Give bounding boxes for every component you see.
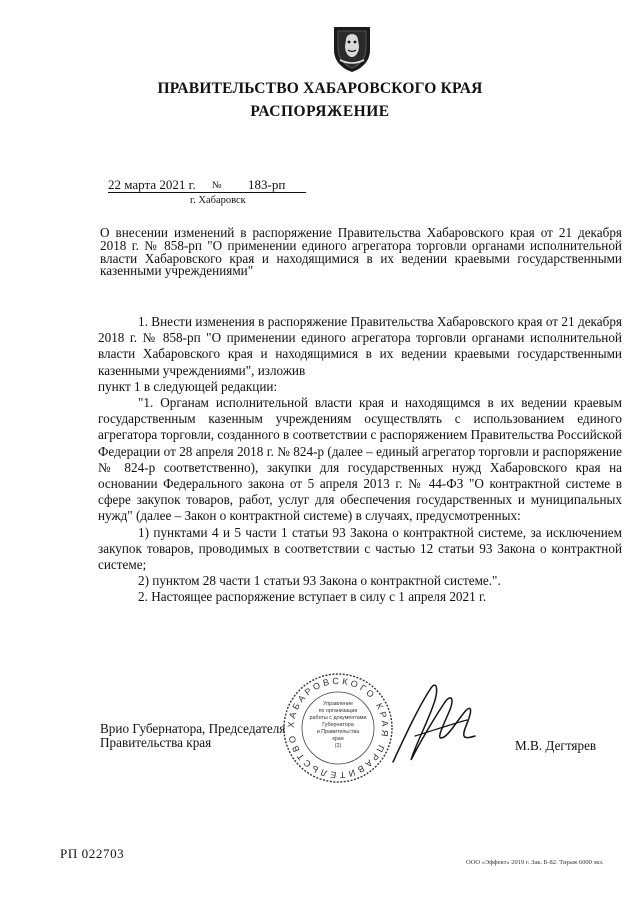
stamp-line: (2)	[334, 743, 342, 749]
signatory-name: М.В. Дегтярев	[515, 738, 597, 753]
handwritten-signature	[385, 676, 485, 774]
date-number-block	[108, 177, 308, 213]
stamp-ring-text: ХАБАРОВСКОГО КРАЯ ПРАВИТЕЛЬСТВО	[285, 675, 391, 781]
document-date: 22 марта 2021 г.	[108, 177, 196, 192]
position-line-1: Врио Губернатора, Председателя	[100, 721, 286, 736]
document-city: г. Хабаровск	[190, 195, 246, 206]
coat-of-arms-icon	[332, 24, 372, 74]
stamp-line: Управление	[323, 701, 353, 707]
stamp-line: работы с документами	[309, 715, 367, 721]
paragraph-subitem-1: 1) пунктами 4 и 5 части 1 статьи 93 Закона о контрактной системе, за исключением закупок товаров, проводимых в соответствии с частью 12 статьи 93 Закона о контрактной системе;	[98, 524, 622, 573]
paragraph-quote-1: "1. Органам исполнительной власти края и находящимся в их ведении краевым государственным казенным учреждениям осуществлять с использованием единого агрегатора торговли, созданного в соответствии с распоряжением Правительства Российской Федерации от 28 апреля 2018 г. № 824-р (далее – единый агрегатор торговли и распоряжение № 824-р соответственно), закупки для государственных нужд Хабаровского края на основании Федерального закона от 5 апреля 2013 г. № 44-ФЗ "О контрактной системе в сфере закупок товаров, работ, услуг для обеспечения государственных и муниципальных нужд" (далее – Закон о контрактной системе) в случаях, предусмотренных:	[98, 395, 622, 524]
stamp-line: и Правительства	[316, 729, 360, 735]
paragraph-1-continued: пункт 1 в следующей редакции:	[98, 378, 278, 394]
signatory-position	[100, 722, 285, 750]
government-title: ПРАВИТЕЛЬСТВО ХАБАРОВСКОГО КРАЯ	[157, 80, 483, 97]
paragraph-1: 1. Внести изменения в распоряжение Правительства Хабаровского края от 21 декабря 2018 г. № 858-рп "О применении единого агрегатора торговли органами исполнительной власти Хабаровского края и находящимися в их ведении краевыми государственными казенными учреждениями", изложив	[98, 314, 622, 378]
document-subject: О внесении изменений в распоряжение Правительства Хабаровского края от 21 декабря 2018 г. № 858-рп "О применении единого агрегатора торговли органами исполнительной власти Хабаровского края и находящимися в их ведении краевыми государственными казенными учреждениями"	[100, 225, 622, 279]
paragraph-subitem-2: 2) пунктом 28 части 1 статьи 93 Закона о контрактной системе.".	[138, 573, 501, 589]
date-underline	[108, 192, 306, 193]
paragraph-2: 2. Настоящее распоряжение вступает в силу с 1 апреля 2021 г.	[138, 589, 487, 605]
document-type: РАСПОРЯЖЕНИЕ	[250, 103, 390, 120]
stamp-line: Губернатора	[322, 722, 354, 728]
number-sign: №	[212, 180, 222, 191]
form-serial-code: РП 022703	[60, 846, 125, 861]
stamp-line: по организации	[318, 708, 358, 714]
document-body	[98, 314, 622, 606]
document-number: 183-рп	[248, 177, 286, 192]
stamp-line: края	[332, 736, 344, 742]
position-line-2: Правительства края	[100, 735, 212, 750]
print-info: ООО «Эффект» 2019 г. Зак. Б-82. Тираж 6000 экз.	[466, 859, 604, 866]
official-stamp	[282, 672, 394, 784]
